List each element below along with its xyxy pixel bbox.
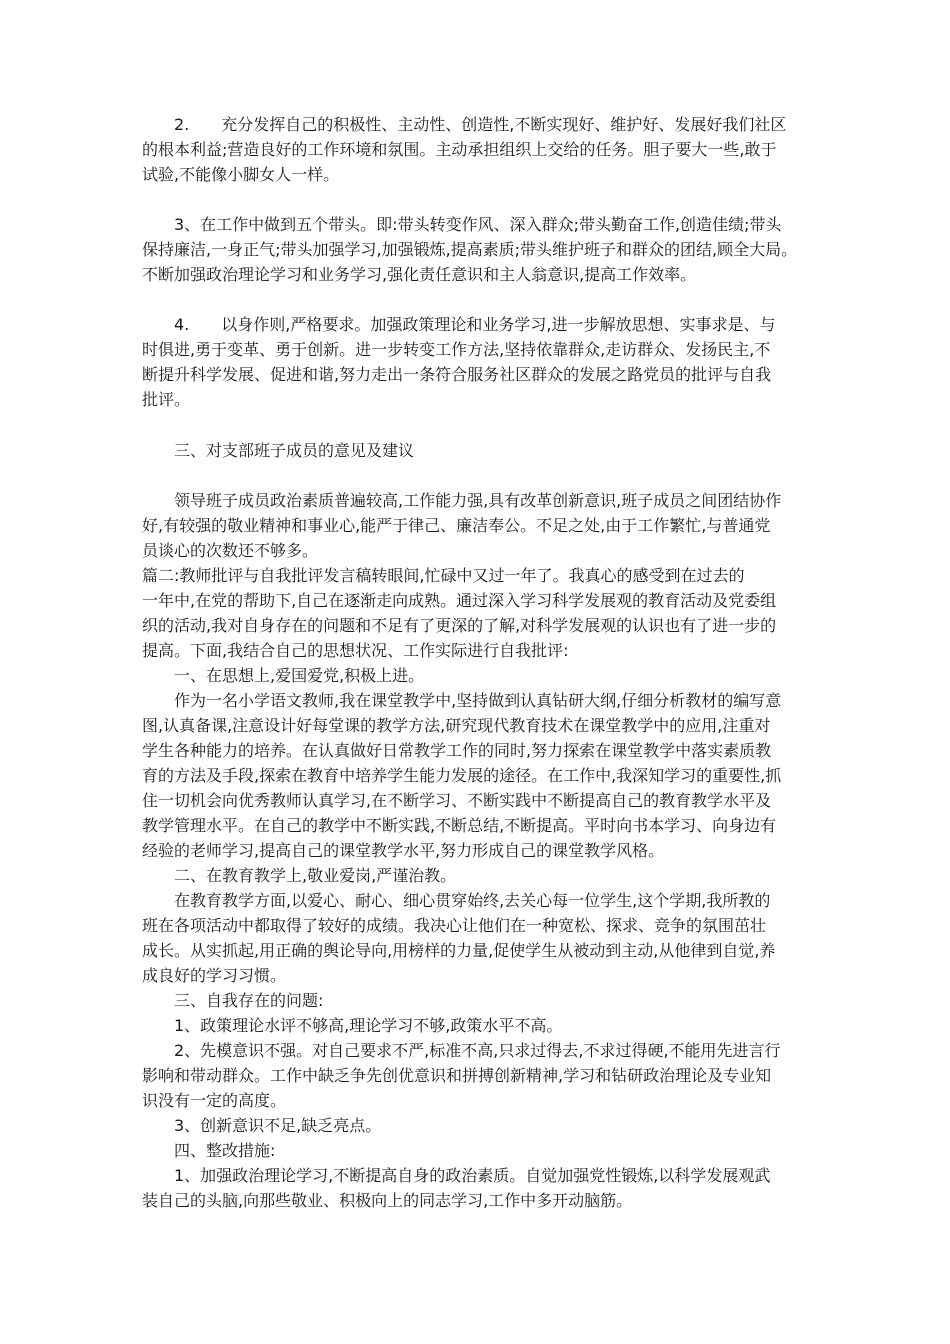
text-line: 图,认真备课,注意设计好每堂课的教学方法,研究现代教育技术在课堂教学中的应用,注重对 xyxy=(142,716,771,735)
text-line: 教学管理水平。在自己的教学中不断实践,不断总结,不断提高。平时向书本学习、向身边有 xyxy=(142,816,777,835)
text-line: 3、创新意识不足,缺乏亮点。 xyxy=(174,1116,382,1135)
text-line: 2. 充分发挥自己的积极性、主动性、创造性,不断实现好、维护好、发展好我们社区 xyxy=(174,115,787,134)
text-line: 2、先模意识不强。对自己要求不严,标准不高,只求过得去,不求过得硬,不能用先进言行 xyxy=(174,1041,781,1060)
text-line: 一年中,在党的帮助下,自己在逐渐走向成熟。通过深入学习科学发展观的教育活动及党委组 xyxy=(142,591,777,610)
text-line: 篇二:教师批评与自我批评发言稿转眼间,忙碌中又过一年了。我真心的感受到在过去的 xyxy=(142,566,745,585)
text-line: 领导班子成员政治素质普遍较高,工作能力强,具有改革创新意识,班子成员之间团结协作 xyxy=(174,491,782,510)
text-line: 批评。 xyxy=(142,390,191,409)
paragraph-part-two-intro xyxy=(142,563,832,663)
text-line: 好,有较强的敬业精神和事业心,能严于律己、廉洁奉公。不足之处,由于工作繁忙,与普通党 xyxy=(142,516,771,535)
text-line: 成长。从实抓起,用正确的舆论导向,用榜样的力量,促使学生从被动到主动,从他律到自觉,养 xyxy=(142,941,776,960)
text-line: 提高。下面,我结合自己的思想状况、工作实际进行自我批评: xyxy=(142,641,569,660)
text-line: 不断加强政治理论学习和业务学习,强化责任意识和主人翁意识,提高工作效率。 xyxy=(142,265,697,284)
paragraph-leadership-opinion xyxy=(142,488,832,563)
text-line: 影响和带动群众。工作中缺乏争先创优意识和拼搏创新精神,学习和钻研政治理论及专业知 xyxy=(142,1066,772,1085)
text-line: 时俱进,勇于变革、勇于创新。进一步转变工作方法,坚持依靠群众,走访群众、发扬民主,不 xyxy=(142,340,771,359)
text-line: 住一切机会向优秀教师认真学习,在不断学习、不断实践中不断提高自己的教育教学水平及 xyxy=(142,791,772,810)
text-line: 装自己的头脑,向那些敬业、积极向上的同志学习,工作中多开动脑筋。 xyxy=(142,1191,633,1210)
text-line: 断提升科学发展、促进和谐,努力走出一条符合服务社区群众的发展之路党员的批评与自我 xyxy=(142,365,772,384)
section-title-1 xyxy=(142,663,832,688)
text-line: 3、在工作中做到五个带头。即:带头转变作风、深入群众;带头勤奋工作,创造佳绩;带头 xyxy=(174,215,782,234)
section-title-2 xyxy=(142,863,832,888)
text-line: 4. 以身作则,严格要求。加强政策理论和业务学习,进一步解放思想、实事求是、与 xyxy=(174,315,776,334)
problem-item-2 xyxy=(142,1038,832,1113)
text-line: 经验的老师学习,提高自己的课堂教学水平,努力形成自己的课堂教学风格。 xyxy=(142,841,665,860)
paragraph-point-3 xyxy=(142,212,832,287)
section-heading-3 xyxy=(142,438,832,463)
text-line: 1、政策理论水评不够高,理论学习不够,政策水平不高。 xyxy=(174,1016,563,1035)
section-body-2 xyxy=(142,888,832,988)
text-line: 四、整改措施: xyxy=(174,1141,276,1160)
section-title-3 xyxy=(142,988,832,1013)
text-line: 在教育教学方面,以爱心、耐心、细心贯穿始终,去关心每一位学生,这个学期,我所教的 xyxy=(174,891,771,910)
text-line: 员谈心的次数还不够多。 xyxy=(142,541,319,560)
paragraph-point-2 xyxy=(142,112,832,187)
problem-item-1 xyxy=(142,1013,832,1038)
measure-item-1 xyxy=(142,1163,832,1213)
text-line: 三、自我存在的问题: xyxy=(174,991,324,1010)
text-line: 织的活动,我对自身存在的问题和不足有了更深的了解,对科学发展观的认识也有了进一步的 xyxy=(142,616,777,635)
text-line: 试验,不能像小脚女人一样。 xyxy=(142,165,340,184)
text-line: 班在各项活动中都取得了较好的成绩。我决心让他们在一种宽松、探求、竞争的氛围茁壮 xyxy=(142,916,767,935)
section-title-4 xyxy=(142,1138,832,1163)
paragraph-point-4 xyxy=(142,312,832,412)
text-line: 识没有一定的高度。 xyxy=(142,1091,287,1110)
problem-item-3 xyxy=(142,1113,832,1138)
section-body-1 xyxy=(142,688,832,863)
text-line: 作为一名小学语文教师,我在课堂教学中,坚持做到认真钻研大纲,仔细分析教材的编写意 xyxy=(174,691,782,710)
text-line: 的根本利益;营造良好的工作环境和氛围。主动承担组织上交给的任务。胆子要大一些,敢于 xyxy=(142,140,777,159)
text-line: 1、加强政治理论学习,不断提高自身的政治素质。自觉加强党性锻炼,以科学发展观武 xyxy=(174,1166,771,1185)
text-line: 成良好的学习习惯。 xyxy=(142,966,287,985)
text-line: 一、在思想上,爱国爱党,积极上进。 xyxy=(174,666,425,685)
text-line: 保持廉洁,一身正气;带头加强学习,加强锻炼,提高素质;带头维护班子和群众的团结,顾全大局。 xyxy=(142,240,798,259)
text-line: 育的方法及手段,探索在教育中培养学生能力发展的途径。在工作中,我深知学习的重要性,抓 xyxy=(142,766,782,785)
text-line: 二、在教育教学上,敬业爱岗,严谨治教。 xyxy=(174,866,457,885)
text-line: 学生各种能力的培养。在认真做好日常教学工作的同时,努力探索在课堂教学中落实素质教 xyxy=(142,741,772,760)
text-line: 三、对支部班子成员的意见及建议 xyxy=(174,441,415,460)
